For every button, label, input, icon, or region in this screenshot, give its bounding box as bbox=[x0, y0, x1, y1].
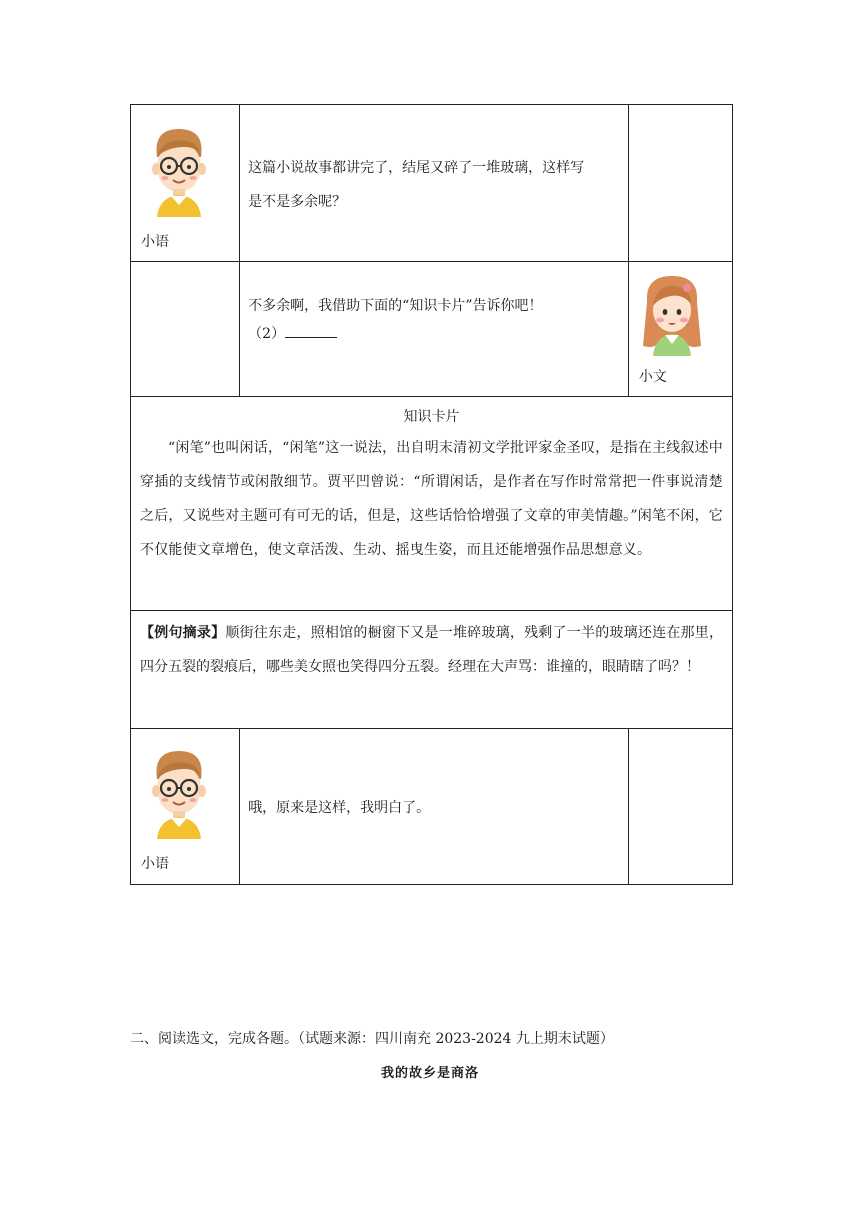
knowledge-card-title: 知识卡片 bbox=[403, 409, 460, 425]
answer-line bbox=[248, 320, 620, 348]
dialogue-table bbox=[130, 104, 733, 885]
speech-cell bbox=[240, 729, 629, 885]
speech-cell bbox=[240, 105, 629, 262]
example-tag: 【例句摘录】 bbox=[140, 625, 226, 641]
boy-with-glasses-avatar-icon bbox=[143, 123, 215, 217]
knowledge-card-body: “闲笔”也叫闲话，“闲笔”这一说法，出自明末清初文学批评家金圣叹，是指在主线叙述中穿插的支线情节或闲散细节。贾平凹曾说：“所谓闲话，是作者在写作时常常把一件事说清楚之后，又说些对主题可有可无的话，但是，这些话恰恰增强了文章的审美情趣。”闲笔不闲，它不仅能使文章增色，使文章活泼、生动、摇曳生姿，而且还能增强作品思想意义。 bbox=[140, 440, 723, 558]
dialogue-row-xiaoyu-reply bbox=[131, 729, 733, 885]
speaker-name: 小语 bbox=[141, 856, 169, 872]
speaker-name: 小语 bbox=[141, 234, 169, 250]
example-row bbox=[131, 611, 733, 729]
empty-cell bbox=[628, 105, 732, 262]
speech-line: 是不是多余呢？ bbox=[248, 194, 347, 210]
knowledge-card-row bbox=[131, 397, 733, 611]
knowledge-card bbox=[131, 397, 733, 611]
question-label: （2） bbox=[248, 326, 286, 342]
avatar-cell bbox=[131, 105, 240, 262]
speech-cell bbox=[240, 262, 629, 397]
dialogue-row-xiaoyu-question bbox=[131, 105, 733, 262]
speech-line: 哦，原来是这样，我明白了。 bbox=[248, 800, 431, 816]
section-heading: 二、阅读选文，完成各题。（试题来源：四川南充 2023-2024 九上期末试题） bbox=[130, 1031, 614, 1047]
speaker-name: 小文 bbox=[638, 369, 667, 385]
article-title: 我的故乡是商洛 bbox=[380, 1066, 479, 1081]
girl-with-long-hair-avatar-icon bbox=[637, 272, 707, 356]
example-text: 顺街往东走，照相馆的橱窗下又是一堆碎玻璃，残剩了一半的玻璃还连在那里，四分五裂的裂痕后，哪些美女照也笑得四分五裂。经理在大声骂：谁撞的，眼睛瞎了吗？！ bbox=[140, 625, 724, 675]
boy-with-glasses-avatar-icon bbox=[143, 745, 215, 839]
avatar-cell bbox=[131, 729, 240, 885]
avatar-cell bbox=[628, 262, 732, 397]
dialogue-row-xiaowen-answer bbox=[131, 262, 733, 397]
empty-cell bbox=[628, 729, 732, 885]
empty-cell bbox=[131, 262, 240, 397]
speech-line: 这篇小说故事都讲完了，结尾又碎了一堆玻璃，这样写 bbox=[248, 160, 585, 176]
answer-blank[interactable] bbox=[285, 323, 337, 338]
example-excerpt bbox=[131, 611, 733, 729]
speech-line: 不多余啊，我借助下面的“知识卡片”告诉你吧！ bbox=[248, 298, 543, 314]
